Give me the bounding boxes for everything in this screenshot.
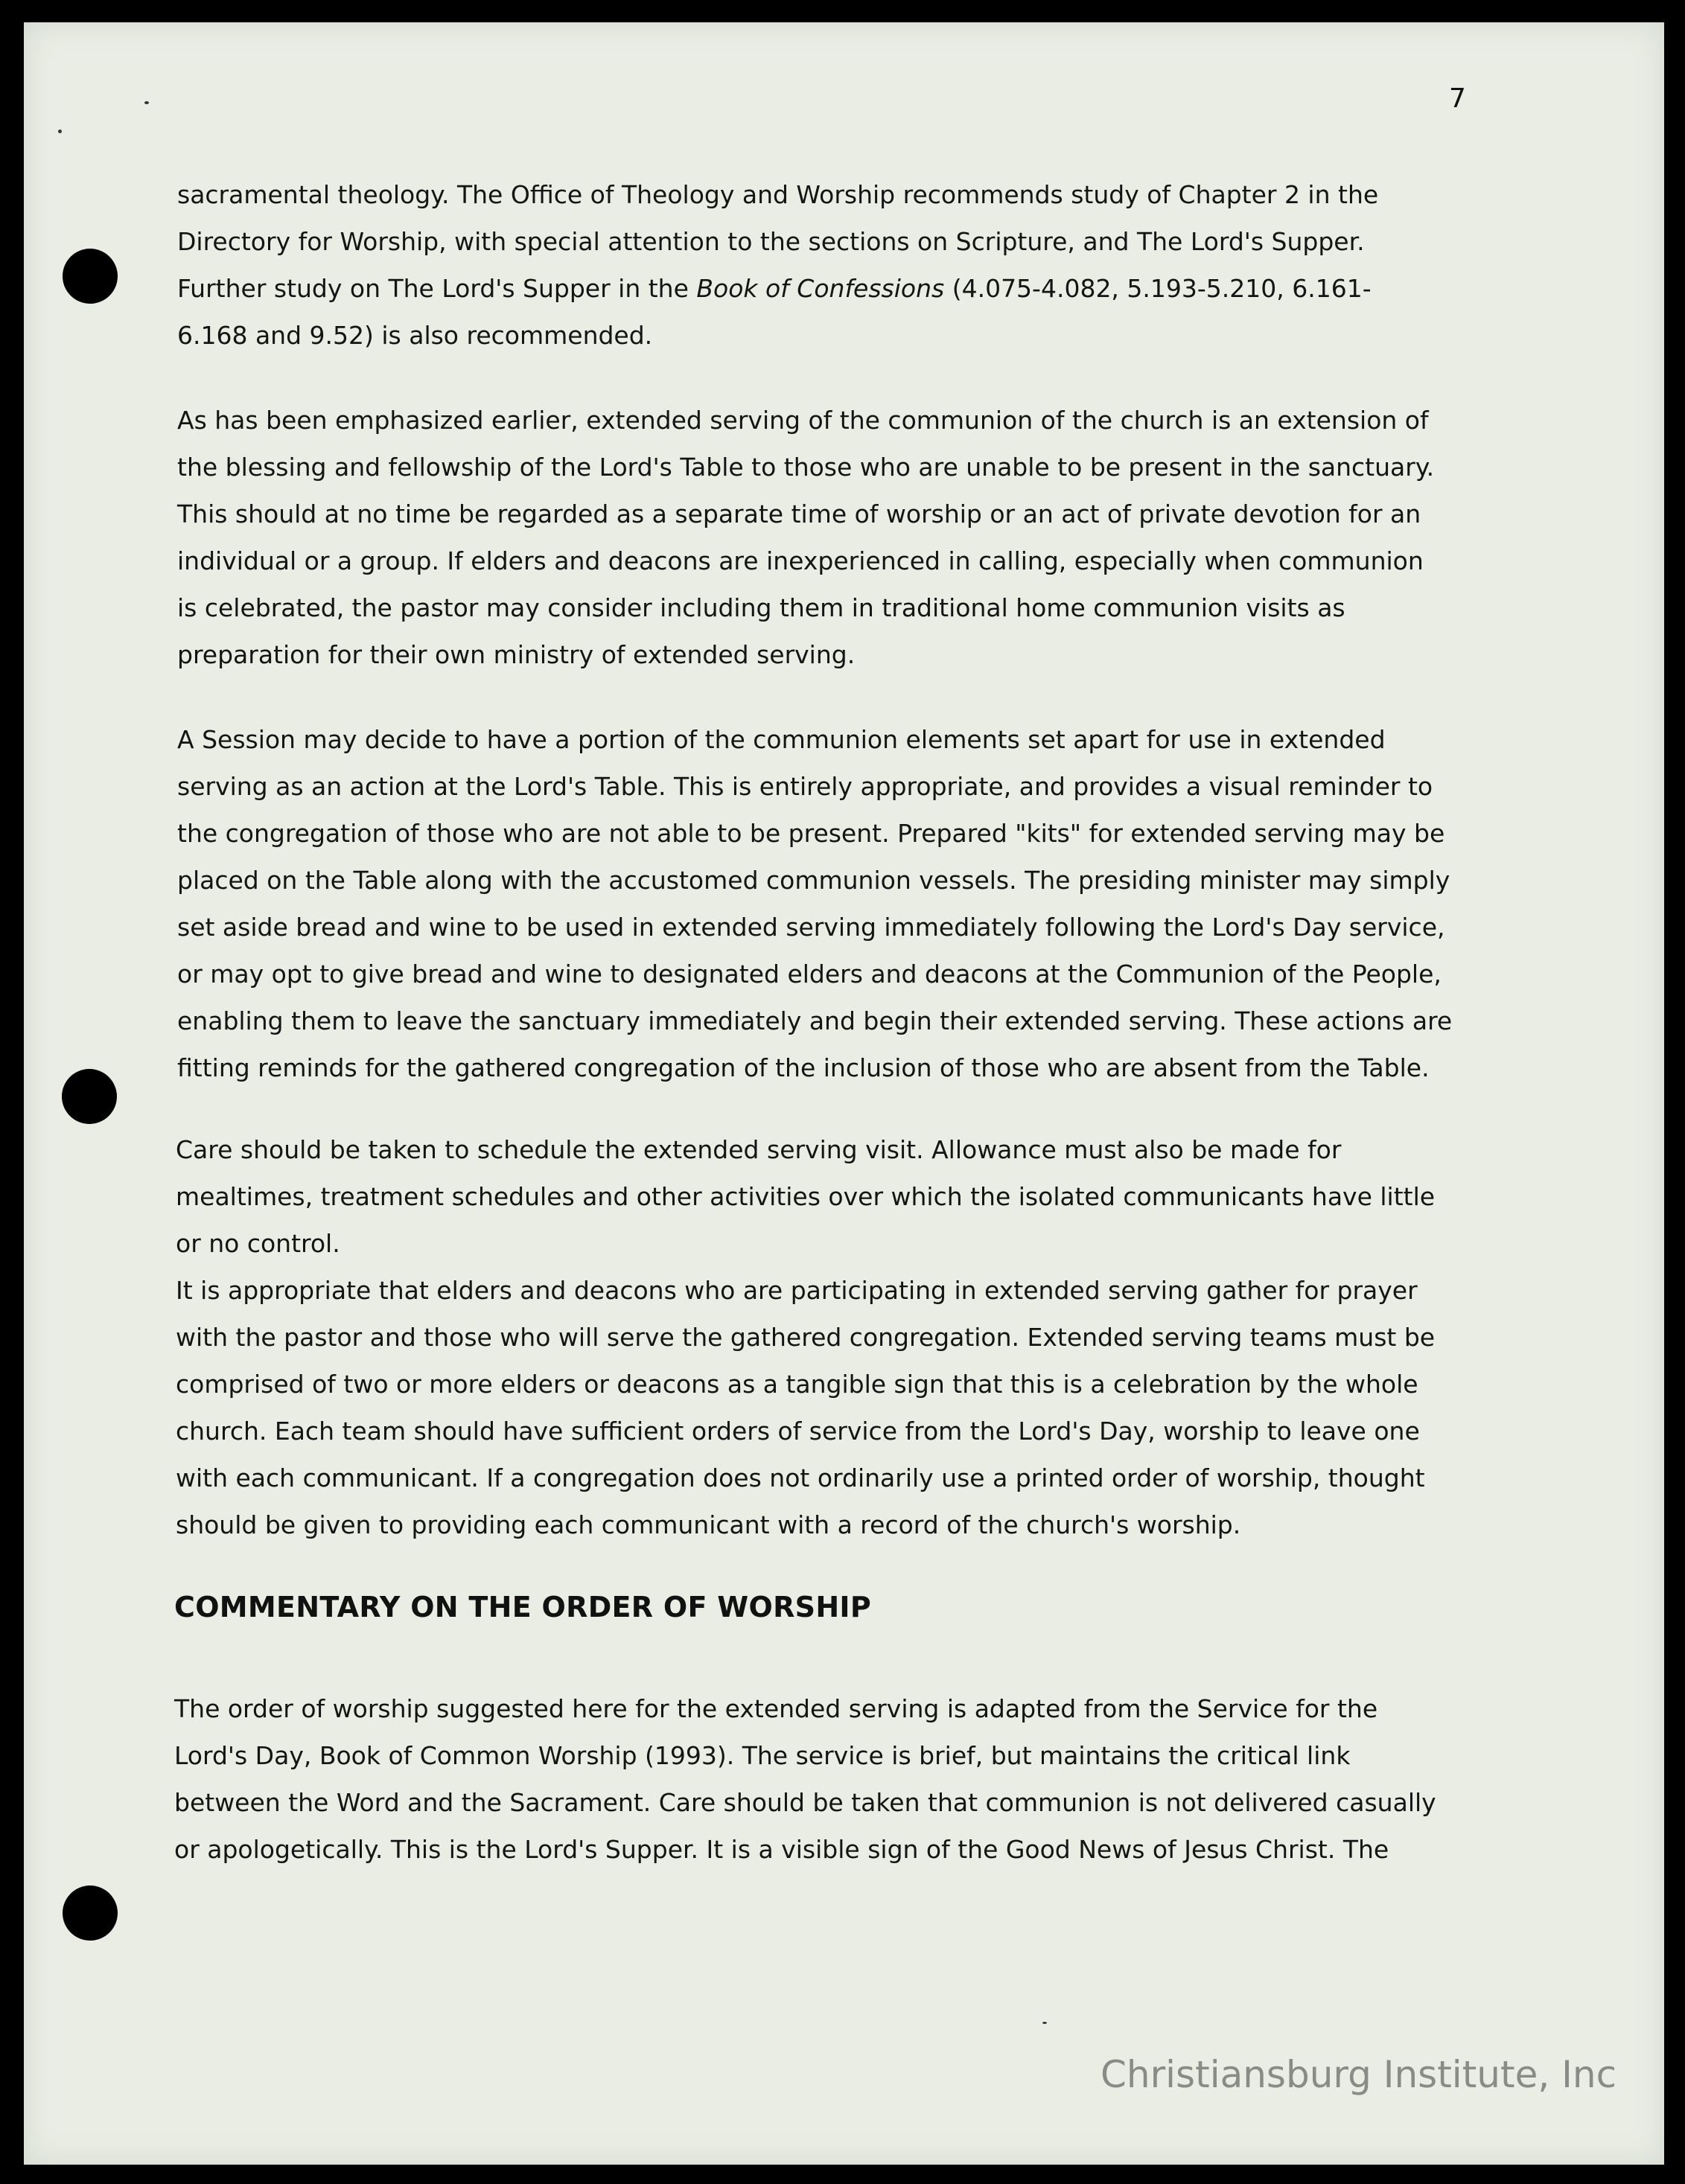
section-heading: COMMENTARY ON THE ORDER OF WORSHIP — [174, 1591, 872, 1623]
text-line: A Session may decide to have a portion of the communion elements set apart for use in extended — [177, 725, 1386, 754]
paragraph-5 — [174, 1685, 1474, 1873]
text-line: church. Each team should have sufficient orders of service from the Lord's Day, worship to leave one — [176, 1417, 1420, 1446]
text-line: 6.168 and 9.52) is also recommended. — [177, 321, 653, 350]
text-line: with the pastor and those who will serve the gathered congregation. Extended serving teams must be — [176, 1323, 1436, 1352]
page-number: 7 — [1449, 83, 1466, 114]
text-line: placed on the Table along with the accustomed communion vessels. The presiding minister may simply — [177, 866, 1450, 895]
text-line: set aside bread and wine to be used in extended serving immediately following the Lord's Day service, — [177, 913, 1445, 942]
text-line: Care should be taken to schedule the extended serving visit. Allowance must also be made for — [176, 1135, 1342, 1164]
text-line: mealtimes, treatment schedules and other activities over which the isolated communicants have little — [176, 1182, 1436, 1211]
text-line: The order of worship suggested here for the extended serving is adapted from the Service for the — [174, 1694, 1378, 1723]
text-line: As has been emphasized earlier, extended serving of the communion of the church is an extension of — [177, 406, 1429, 435]
text-line: serving as an action at the Lord's Table. This is entirely appropriate, and provides a visual reminder to — [177, 772, 1433, 801]
paper-speck — [144, 101, 149, 104]
paper-speck — [58, 130, 62, 133]
text-line: enabling them to leave the sanctuary immediately and begin their extended serving. These actions are — [177, 1006, 1453, 1035]
text-line-with-citation — [177, 265, 1477, 312]
text-segment: (4.075-4.082, 5.193-5.210, 6.161- — [944, 274, 1372, 303]
text-segment: Further study on The Lord's Supper in the — [177, 274, 697, 303]
punch-hole-bottom — [63, 1886, 118, 1941]
text-line: or may opt to give bread and wine to designated elders and deacons at the Communion of the People, — [177, 960, 1442, 989]
punch-hole-middle — [62, 1069, 117, 1124]
text-line: preparation for their own ministry of extended serving. — [177, 640, 856, 669]
text-line: It is appropriate that elders and deacons who are participating in extended serving gather for prayer — [176, 1276, 1418, 1305]
book-title: Book of Confessions — [696, 274, 945, 303]
text-line: individual or a group. If elders and deacons are inexperienced in calling, especially when communion — [177, 546, 1424, 575]
text-line: between the Word and the Sacrament. Care should be taken that communion is not delivered casually — [174, 1788, 1436, 1817]
paragraph-3 — [177, 716, 1477, 1091]
text-line: fitting reminds for the gathered congregation of the inclusion of those who are absent from the Table. — [177, 1053, 1430, 1082]
text-line: the blessing and fellowship of the Lord's Table to those who are unable to be present in the sanctuary. — [177, 453, 1435, 482]
text-line: is celebrated, the pastor may consider including them in traditional home communion visits as — [177, 593, 1345, 622]
text-line: sacramental theology. The Office of Theology and Worship recommends study of Chapter 2 in the — [177, 180, 1379, 209]
punch-hole-top — [63, 249, 118, 304]
text-line: or apologetically. This is the Lord's Supper. It is a visible sign of the Good News of Jesus Christ. The — [174, 1835, 1389, 1864]
watermark: Christiansburg Institute, Inc — [1100, 2053, 1617, 2096]
text-line: This should at no time be regarded as a separate time of worship or an act of private devotion for an — [177, 499, 1421, 529]
text-line: Lord's Day, Book of Common Worship (1993). The service is brief, but maintains the critical link — [174, 1741, 1351, 1770]
text-line: with each communicant. If a congregation does not ordinarily use a printed order of worship, thought — [176, 1463, 1425, 1492]
text-line: comprised of two or more elders or deacons as a tangible sign that this is a celebration by the whole — [176, 1370, 1418, 1399]
text-line: the congregation of those who are not able to be present. Prepared "kits" for extended serving may be — [177, 819, 1445, 848]
paragraph-1 — [177, 171, 1477, 359]
paragraph-4 — [176, 1126, 1476, 1548]
paper-speck — [1042, 2022, 1047, 2024]
text-line: or no control. — [176, 1229, 340, 1258]
paragraph-2 — [177, 397, 1477, 678]
text-line: Directory for Worship, with special attention to the sections on Scripture, and The Lord's Supper. — [177, 227, 1365, 256]
text-line: should be given to providing each communicant with a record of the church's worship. — [176, 1510, 1241, 1539]
